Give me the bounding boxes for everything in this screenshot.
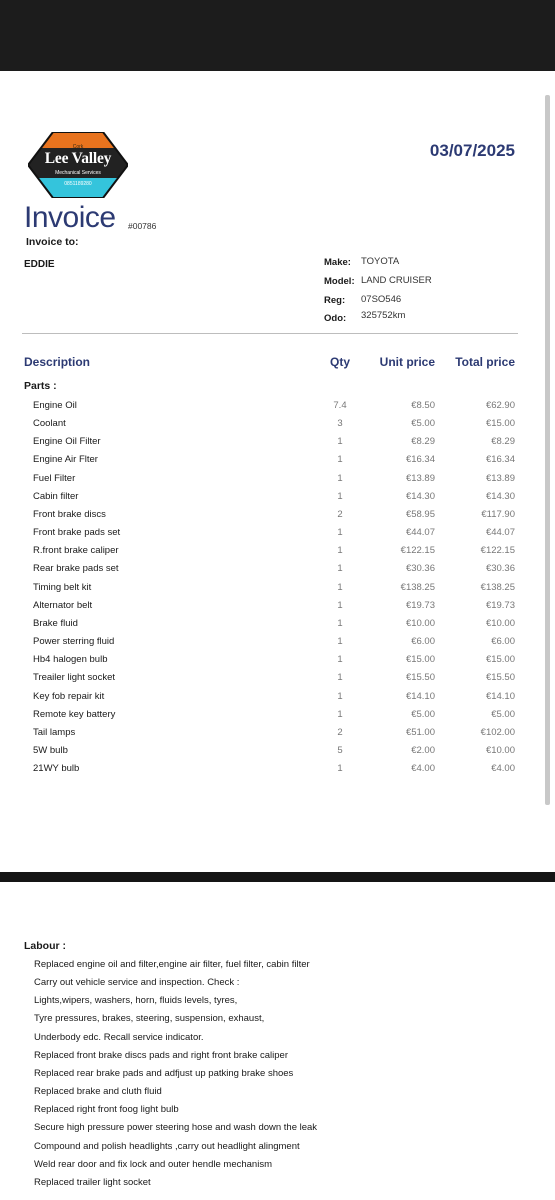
table-row [0,487,555,505]
part-total-price: €14.30 [485,490,515,502]
part-unit-price: €19.73 [405,599,435,611]
table-row [0,741,555,759]
part-qty: 1 [337,581,343,593]
part-unit-price: €44.07 [405,527,435,539]
customer-name: EDDIE [24,259,55,270]
vehicle-model-value: LAND CRUISER [361,275,432,286]
list-item: Lights,wipers, washers, horn, fluids levels, tyres, [34,995,238,1007]
part-description: Front brake discs [33,508,106,520]
part-total-price: €13.89 [485,472,515,484]
list-item: Underbody edc. Recall service indicator. [34,1031,204,1043]
list-item: Replaced rear brake pads and adfjust up patking brake shoes [34,1067,294,1079]
part-total-price: €15.50 [485,672,515,684]
invoice-title: Invoice [24,201,116,234]
part-description: Engine Oil Filter [33,436,101,448]
column-header-qty: Qty [330,355,351,369]
vehicle-odo-value: 325752km [361,310,406,321]
part-total-price: €6.00 [491,636,515,648]
vehicle-reg-label: Reg: [324,295,346,306]
part-description: Fuel Filter [33,472,76,484]
part-description: Tail lamps [33,726,76,738]
part-total-price: €117.90 [481,508,515,520]
invoice-date: 03/07/2025 [429,141,515,160]
part-description: Engine Oil [33,400,77,411]
part-unit-price: €14.30 [405,490,435,502]
table-row [0,650,555,668]
part-unit-price: €5.00 [411,418,435,430]
part-qty: 1 [337,672,343,684]
part-description: Coolant [33,418,66,430]
part-unit-price: €138.25 [400,581,435,593]
invoice-number: #00786 [128,221,157,231]
part-unit-price: €58.95 [405,508,435,520]
part-description: 5W bulb [33,744,68,756]
part-qty: 1 [337,654,343,666]
top-status-bar [0,0,555,71]
page-break-bar [0,872,555,882]
table-row [0,541,555,559]
table-row [0,723,555,741]
part-unit-price: €5.00 [411,708,435,720]
part-description: Engine Air Flter [33,454,98,466]
table-row [0,596,555,614]
part-unit-price: €13.89 [405,472,435,484]
part-total-price: €19.73 [485,599,515,611]
logo-location: Cork [72,144,84,150]
part-description: Timing belt kit [33,581,92,593]
part-qty: 5 [337,744,343,756]
parts-table [0,396,555,777]
part-qty: 1 [337,636,343,648]
list-item: Replaced engine oil and filter,engine air filter, fuel filter, cabin filter [34,959,310,970]
list-item: Compound and polish headlights ,carry out headlight alingment [34,1140,300,1152]
table-row [0,414,555,432]
table-row [0,432,555,450]
labour-section-label: Labour : [24,940,66,952]
invoice-to-label: Invoice to: [26,236,79,248]
list-item: Replaced trailer light socket [34,1176,151,1188]
part-unit-price: €2.00 [411,744,435,756]
column-header-description: Description [24,355,91,369]
part-description: Alternator belt [33,599,93,611]
part-total-price: €15.00 [485,654,515,666]
vehicle-make-label: Make: [324,257,351,268]
part-unit-price: €15.00 [405,654,435,666]
table-row [0,469,555,487]
part-qty: 1 [337,563,343,575]
part-description: R.front brake caliper [33,545,119,557]
part-total-price: €62.90 [485,400,515,411]
part-total-price: €102.00 [480,726,515,738]
part-unit-price: €15.50 [405,672,435,684]
logo-company-name: Lee Valley [44,150,112,167]
part-total-price: €10.00 [485,744,515,756]
table-row [0,578,555,596]
part-total-price: €16.34 [485,454,515,466]
part-total-price: €30.36 [485,563,515,575]
part-qty: 1 [337,763,343,775]
part-unit-price: €10.00 [405,617,435,629]
part-total-price: €14.10 [485,690,515,702]
part-qty: 7.4 [333,400,347,411]
part-description: Hb4 halogen bulb [33,654,108,666]
part-description: Brake fluid [33,617,78,629]
vehicle-model-label: Model: [324,276,355,287]
table-row [0,559,555,577]
part-qty: 1 [337,472,343,484]
table-row [0,396,555,414]
part-description: Rear brake pads set [33,563,119,575]
part-total-price: €44.07 [485,527,515,539]
part-qty: 1 [337,690,343,702]
part-total-price: €122.15 [480,545,515,557]
part-description: Key fob repair kit [33,690,105,702]
table-row [0,668,555,686]
vehicle-make-value: TOYOTA [361,256,400,267]
part-qty: 2 [337,726,343,738]
list-item: Replaced right front foog light bulb [34,1104,179,1116]
part-unit-price: €16.34 [405,454,435,466]
logo-subtitle: Mechanical Services [55,170,101,176]
table-row [0,450,555,468]
table-row [0,632,555,650]
labour-list [34,956,534,1192]
logo-phone: 0851189280 [64,181,92,187]
company-logo [28,132,128,198]
table-row [0,505,555,523]
table-row [0,705,555,723]
part-qty: 1 [337,490,343,502]
part-unit-price: €4.00 [411,763,435,775]
list-item: Carry out vehicle service and inspection. Check : [34,977,240,989]
part-qty: 1 [337,527,343,539]
part-description: 21WY bulb [33,763,80,775]
list-item: Secure high pressure power steering hose and wash down the leak [34,1122,318,1134]
table-row [0,687,555,705]
column-header-unit-price: Unit price [379,355,435,369]
part-total-price: €5.00 [491,708,515,720]
table-row [0,614,555,632]
part-description: Cabin filter [33,490,79,502]
part-qty: 1 [337,545,343,557]
part-qty: 1 [337,617,343,629]
column-header-total-price: Total price [455,355,515,369]
part-unit-price: €6.00 [411,636,435,648]
table-row [0,523,555,541]
part-unit-price: €8.29 [411,436,435,448]
list-item: Replaced brake and cluth fluid [34,1086,162,1098]
part-qty: 1 [337,599,343,611]
part-description: Remote key battery [33,708,116,720]
table-row [0,759,555,777]
part-description: Front brake pads set [33,527,121,539]
part-description: Power sterring fluid [33,636,115,648]
list-item: Replaced front brake discs pads and right front brake caliper [34,1049,288,1061]
part-unit-price: €51.00 [405,726,435,738]
part-total-price: €4.00 [491,763,515,775]
vehicle-odo-label: Odo: [324,313,347,324]
list-item: Weld rear door and fix lock and outer hendle mechanism [34,1158,272,1170]
part-qty: 3 [337,418,343,430]
vehicle-reg-value: 07SO546 [361,294,402,305]
part-qty: 1 [337,436,343,448]
part-unit-price: €8.50 [411,400,435,411]
parts-section-label: Parts : [24,380,57,392]
part-total-price: €15.00 [485,418,515,430]
part-unit-price: €14.10 [405,690,435,702]
divider [22,333,518,334]
part-total-price: €10.00 [485,617,515,629]
part-unit-price: €30.36 [405,563,435,575]
part-unit-price: €122.15 [400,545,435,557]
part-qty: 1 [337,454,343,466]
part-description: Treailer light socket [33,672,116,684]
part-qty: 2 [337,508,343,520]
part-total-price: €8.29 [491,436,515,448]
list-item: Tyre pressures, brakes, steering, suspension, exhaust, [34,1013,265,1025]
part-qty: 1 [337,708,343,720]
part-total-price: €138.25 [480,581,515,593]
